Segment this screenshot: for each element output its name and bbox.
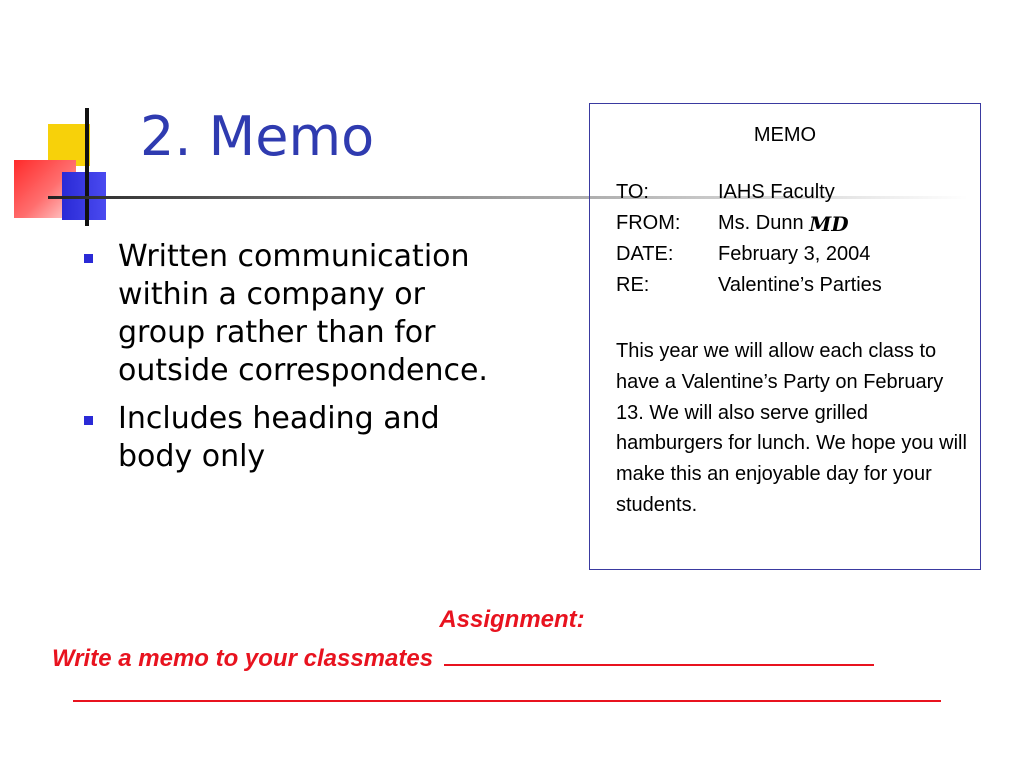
field-value: IAHS Faculty: [718, 181, 835, 203]
field-value: Valentine’s Parties: [718, 274, 882, 296]
assignment-text: Write a memo to your classmates: [52, 645, 434, 672]
memo-field-from: [616, 212, 882, 243]
memo-heading: MEMO: [753, 124, 817, 146]
memo-header-fields: [616, 181, 882, 305]
field-value: February 3, 2004: [718, 243, 871, 265]
bullet-item: [80, 238, 520, 390]
field-label: TO:: [616, 181, 649, 203]
memo-example-box: [589, 103, 981, 570]
bullet-square-icon: [84, 254, 93, 263]
assignment-title: Assignment:: [439, 606, 585, 633]
bullet-square-icon: [84, 416, 93, 425]
answer-blank-line: [444, 642, 874, 666]
bullet-list: [80, 238, 520, 486]
field-value: Ms. Dunn: [718, 212, 804, 234]
sender-initials: MD: [809, 212, 849, 236]
slide-title: 2. Memo: [140, 105, 375, 168]
field-label: FROM:: [616, 212, 681, 234]
answer-blank-line-2: [73, 700, 941, 702]
bullet-text: Written communication within a company or group rather than for outside correspondence.: [118, 239, 488, 388]
memo-field-to: [616, 181, 882, 212]
bullet-text: Includes heading and body only: [118, 401, 440, 474]
field-label: RE:: [616, 274, 650, 296]
field-label: DATE:: [616, 243, 674, 265]
assignment-instruction: [52, 642, 874, 673]
memo-body: This year we will allow each class to have a Valentine’s Party on February 13. We will also serve grilled hamburgers for lunch. We hope you will make this an enjoyable day for your students.: [616, 340, 967, 516]
bullet-item: [80, 400, 520, 476]
decor-vertical-line: [85, 108, 89, 226]
memo-field-date: [616, 243, 882, 274]
memo-field-re: [616, 274, 882, 305]
